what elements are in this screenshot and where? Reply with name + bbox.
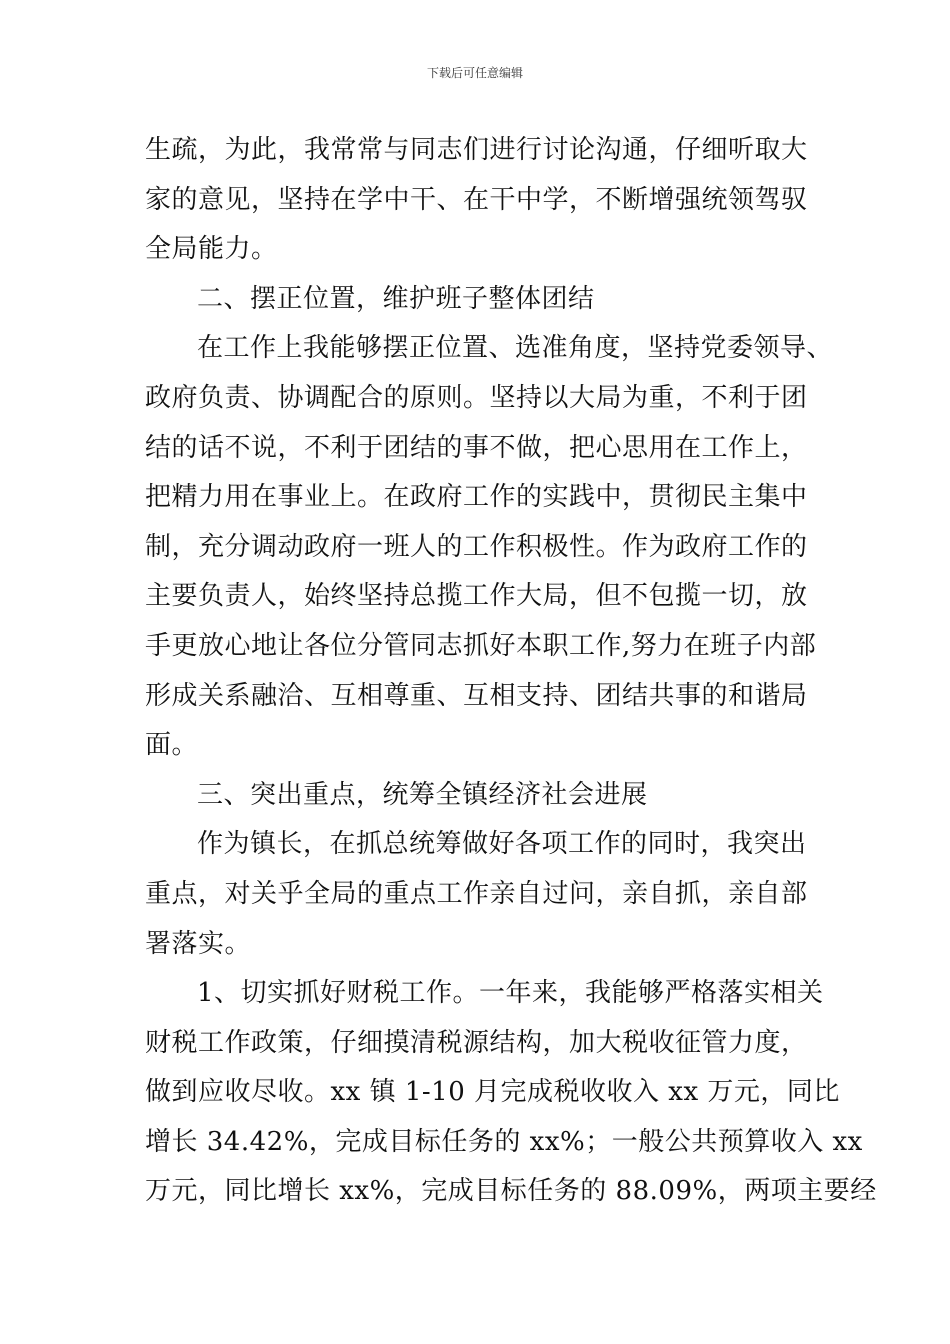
text-line: 全局能力。: [145, 234, 278, 265]
text-line: 面。: [145, 730, 199, 761]
text-line: 做到应收尽收。xx 镇 1-10 月完成税收收入 xx 万元，同比: [145, 1077, 840, 1108]
text-line: 生疏，为此，我常常与同志们进行讨论沟通，仔细听取大: [145, 135, 808, 165]
text-line: 家的意见，坚持在学中干、在干中学，不断增强统领驾驭: [145, 184, 808, 215]
page-header-note: 下载后可任意编辑: [426, 66, 523, 80]
section-heading: 二、摆正位置，维护班子整体团结: [197, 283, 595, 314]
paragraph-start-line: 在工作上我能够摆正位置、选准角度，坚持党委领导、: [197, 333, 834, 364]
text-line: 署落实。: [145, 928, 252, 959]
text-line: 结的话不说，不利于团结的事不做，把心思用在工作上，: [145, 432, 808, 463]
text-line: 把精力用在事业上。在政府工作的实践中，贯彻民主集中: [145, 482, 808, 513]
text-line: 重点，对关乎全局的重点工作亲自过问，亲自抓，亲自部: [145, 878, 808, 909]
text-line: 增长 34.42%，完成目标任务的 xx%；一般公共预算收入 xx: [145, 1126, 863, 1157]
paragraph-start-line: 作为镇长，在抓总统筹做好各项工作的同时，我突出: [197, 829, 807, 860]
text-line: 主要负责人，始终坚持总揽工作大局，但不包揽一切，放: [145, 581, 808, 612]
text-line: 财税工作政策，仔细摸清税源结构，加大税收征管力度，: [145, 1027, 808, 1058]
text-line: 万元，同比增长 xx%，完成目标任务的 88.09%，两项主要经: [145, 1176, 877, 1207]
text-line: 制，充分调动政府一班人的工作积极性。作为政府工作的: [145, 531, 808, 562]
text-line: 手更放心地让各位分管同志抓好本职工作,努力在班子内部: [145, 630, 817, 661]
text-line: 形成关系融洽、互相尊重、互相支持、团结共事的和谐局: [145, 680, 808, 711]
document-body: [145, 126, 877, 1217]
text-line: 政府负责、协调配合的原则。坚持以大局为重，不利于团: [145, 382, 808, 413]
section-heading: 三、突出重点，统筹全镇经济社会进展: [197, 779, 648, 810]
paragraph-start-line: 1、切实抓好财税工作。一年来，我能够严格落实相关: [197, 978, 824, 1009]
